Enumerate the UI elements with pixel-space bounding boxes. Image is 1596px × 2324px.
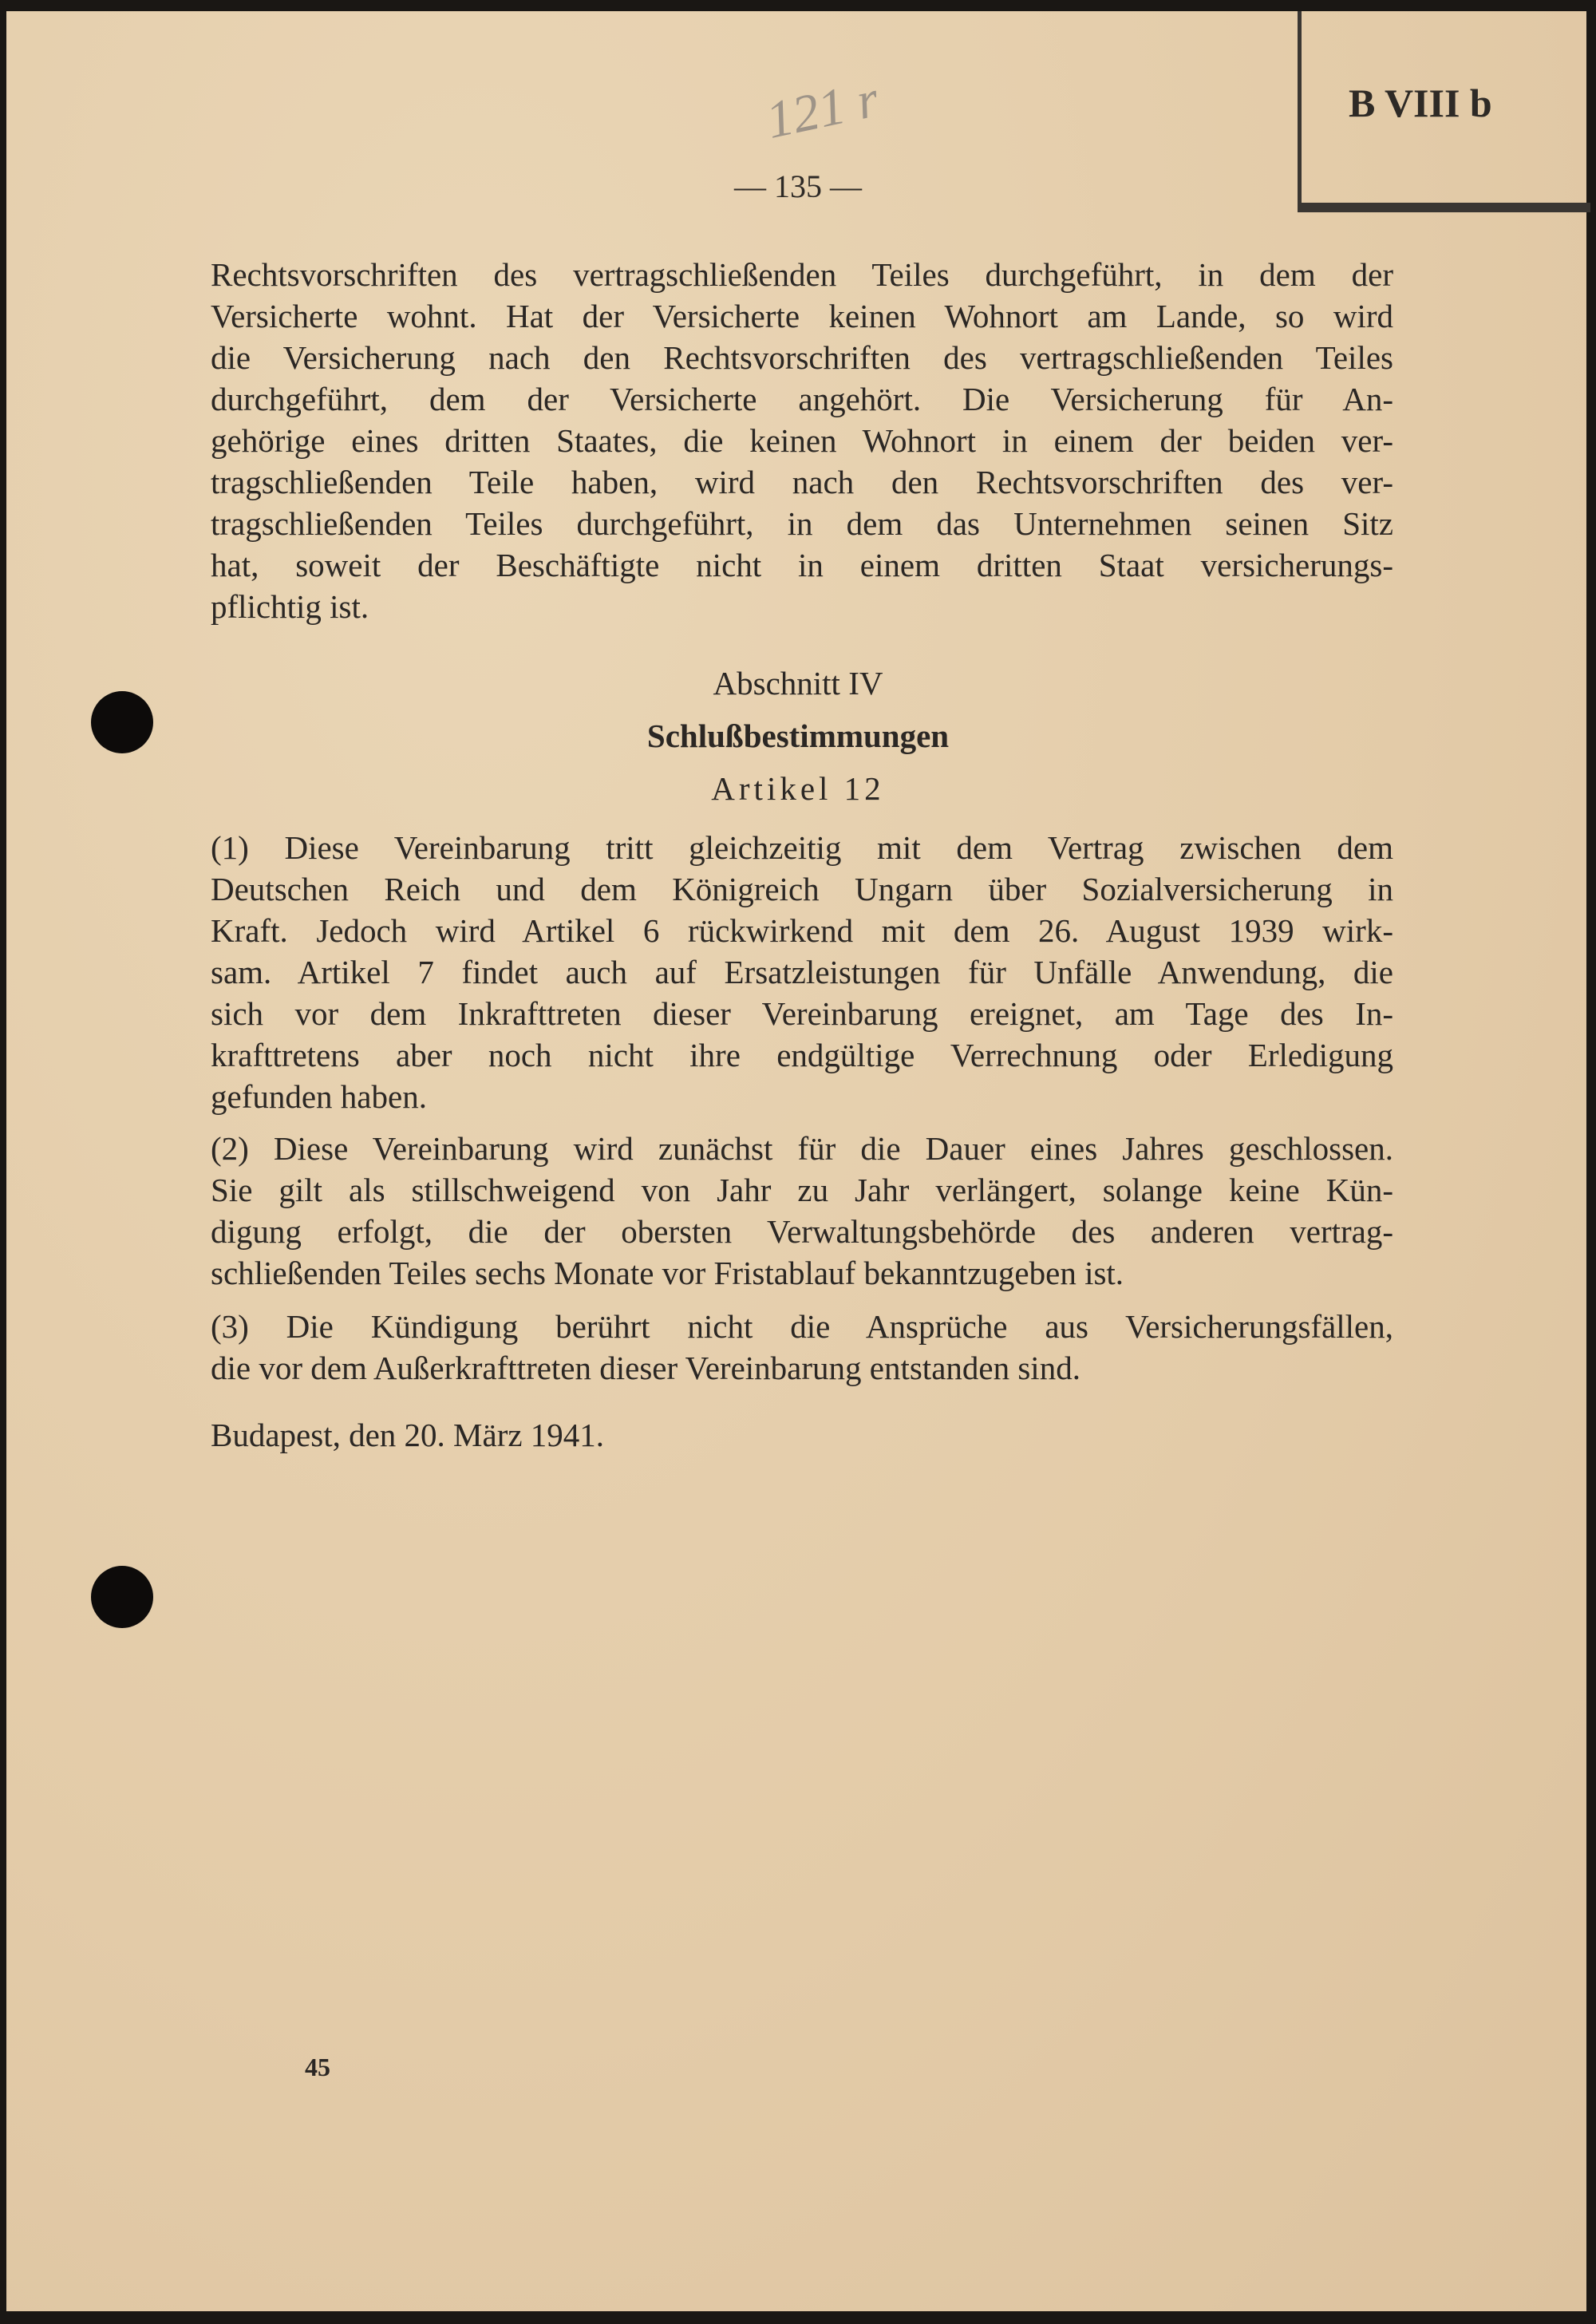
text-line: krafttretens aber noch nicht ihre endgültige Verrechnung oder Erledigung: [211, 1037, 1393, 1073]
text-line: sich vor dem Inkrafttreten dieser Vereinbarung ereignet, am Tage des In-: [211, 995, 1393, 1032]
text-line: gehörige eines dritten Staates, die keinen Wohnort in einem der beiden ver-: [211, 422, 1393, 459]
section-subtitle: Schlußbestimmungen: [646, 717, 950, 754]
text-line: Kraft. Jedoch wird Artikel 6 rückwirkend mit dem 26. August 1939 wirk-: [211, 912, 1393, 949]
text-line: pflichtig ist.: [211, 588, 369, 625]
closing-place-date: Budapest, den 20. März 1941.: [211, 1417, 605, 1453]
text-line: Deutschen Reich und dem Königreich Ungarn über Sozialversicherung in: [211, 871, 1393, 907]
register-tab-label: B VIII b: [1349, 81, 1492, 125]
text-line: durchgeführt, dem der Versicherte angehört. Die Versicherung für An-: [211, 381, 1393, 417]
text-line: tragschließenden Teiles durchgeführt, in dem das Unternehmen seinen Sitz: [211, 505, 1393, 542]
section-title: Abschnitt IV: [713, 665, 883, 702]
text-line: Sie gilt als stillschweigend von Jahr zu Jahr verlängert, solange keine Kün-: [211, 1172, 1393, 1208]
text-line: Versicherte wohnt. Hat der Versicherte keinen Wohnort am Lande, so wird: [211, 298, 1393, 334]
punch-hole: [91, 1566, 153, 1628]
text-line: sam. Artikel 7 findet auch auf Ersatzleistungen für Unfälle Anwendung, die: [211, 954, 1393, 990]
text-line: gefunden haben.: [211, 1078, 427, 1115]
paragraph-1: [211, 827, 1393, 1117]
sheet-number: 45: [305, 2053, 330, 2081]
text-line: die Versicherung nach den Rechtsvorschriften des vertragschließenden Teiles: [211, 339, 1393, 376]
article-heading: Artikel 12: [711, 770, 885, 807]
text-line: die vor dem Außerkrafttreten dieser Vereinbarung entstanden sind.: [211, 1350, 1080, 1386]
handwritten-folio: 121 r: [760, 69, 884, 150]
paragraph-2: [211, 1128, 1393, 1294]
text-line: (2) Diese Vereinbarung wird zunächst für die Dauer eines Jahres geschlossen.: [211, 1130, 1393, 1167]
text-line: (3) Die Kündigung berührt nicht die Ansprüche aus Versicherungsfällen,: [211, 1308, 1393, 1345]
text-line: Rechtsvorschriften des vertragschließenden Teiles durchgeführt, in dem der: [211, 256, 1393, 293]
text-line: digung erfolgt, die der obersten Verwaltungsbehörde des anderen vertrag-: [211, 1213, 1393, 1250]
paragraph-3: [211, 1306, 1393, 1389]
intro-paragraph: [211, 254, 1393, 627]
page-number: — 135 —: [734, 168, 862, 204]
text-line: tragschließenden Teile haben, wird nach den Rechtsvorschriften des ver-: [211, 464, 1393, 500]
text-line: (1) Diese Vereinbarung tritt gleichzeitig mit dem Vertrag zwischen dem: [211, 829, 1393, 866]
text-line: schließenden Teiles sechs Monate vor Fristablauf bekanntzugeben ist.: [211, 1255, 1124, 1291]
text-line: hat, soweit der Beschäftigte nicht in einem dritten Staat versicherungs-: [211, 547, 1393, 583]
